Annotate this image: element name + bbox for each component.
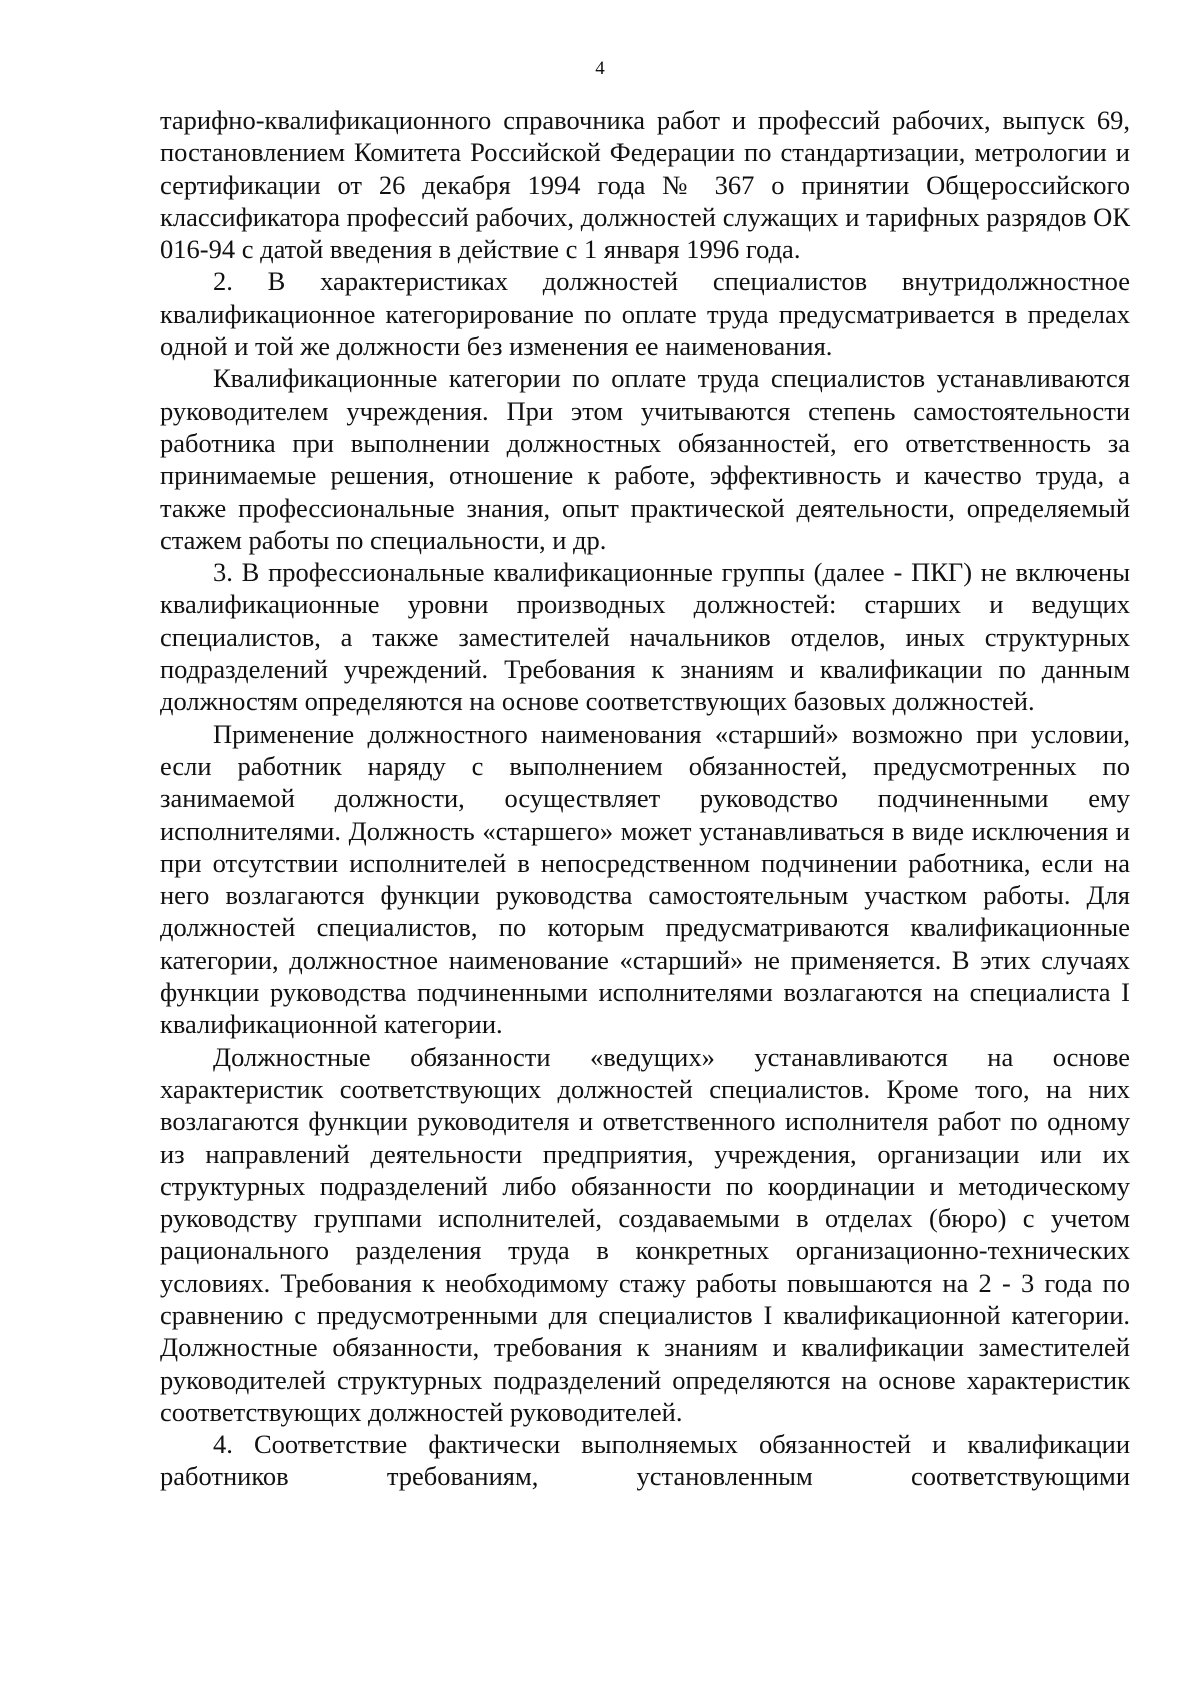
paragraph-item-4-compliance: 4. Соответствие фактически выполняемых обязанностей и квалификации работников требованиям, установленным соответствующими xyxy=(160,1429,1130,1492)
paragraph-leading-duties: Должностные обязанности «ведущих» устанавливаются на основе характеристик соответствующих должностей специалистов. Кроме того, на них возлагаются функции руководителя и ответственного исполнителя работ по одному из направлений деятельности предприятия, учреждения, организации или их структурных подразделений либо обязанности по координации и методическому руководству группами исполнителей, создаваемыми в отделах (бюро) с учетом рационального разделения труда в конкретных организационно-технических условиях. Требования к необходимому стажу работы повышаются на 2 - 3 года по сравнению с предусмотренными для специалистов I квалификационной категории. Должностные обязанности, требования к знаниям и квалификации заместителей руководителей структурных подразделений определяются на основе характеристик соответствующих должностей руководителей. xyxy=(160,1041,1130,1427)
paragraph-qualification-categories: Квалификационные категории по оплате труда специалистов устанавливаются руководителем учреждения. При этом учитываются степень самостоятельности работника при выполнении должностных обязанностей, его ответственность за принимаемые решения, отношение к работе, эффективность и качество труда, а также профессиональные знания, опыт практической деятельности, определяемый стажем работы по специальности, и др. xyxy=(160,363,1130,555)
paragraph-continuation-classifier: тарифно-квалификационного справочника работ и профессий рабочих, выпуск 69, постановлением Комитета Российской Федерации по стандартизации, метрологии и сертификации от 26 декабря 1994 года № 367 о принятии Общероссийского классификатора профессий рабочих, должностей служащих и тарифных разрядов ОК 016-94 с датой введения в действие с 1 января 1996 года. xyxy=(160,105,1130,265)
paragraph-item-2-categorization: 2. В характеристиках должностей специалистов внутридолжностное квалификационное категорирование по оплате труда предусматривается в пределах одной и той же должности без изменения ее наименования. xyxy=(160,266,1130,362)
document-body xyxy=(160,104,1130,1493)
page-number: 4 xyxy=(595,58,605,79)
paragraph-senior-title: Применение должностного наименования «старший» возможно при условии, если работник наряду с выполнением обязанностей, предусмотренных по занимаемой должности, осуществляет руководство подчиненными ему исполнителями. Должность «старшего» может устанавливаться в виде исключения и при отсутствии исполнителей в непосредственном подчинении работника, если на него возлагаются функции руководства самостоятельным участком работы. Для должностей специалистов, по которым предусматриваются квалификационные категории, должностное наименование «старший» не применяется. В этих случаях функции руководства подчиненными исполнителями возлагаются на специалиста I квалификационной категории. xyxy=(160,718,1130,1040)
paragraph-item-3-pkg: 3. В профессиональные квалификационные группы (далее - ПКГ) не включены квалификационные уровни производных должностей: старших и ведущих специалистов, а также заместителей начальников отделов, иных структурных подразделений учреждений. Требования к знаниям и квалификации по данным должностям определяются на основе соответствующих базовых должностей. xyxy=(160,557,1130,717)
